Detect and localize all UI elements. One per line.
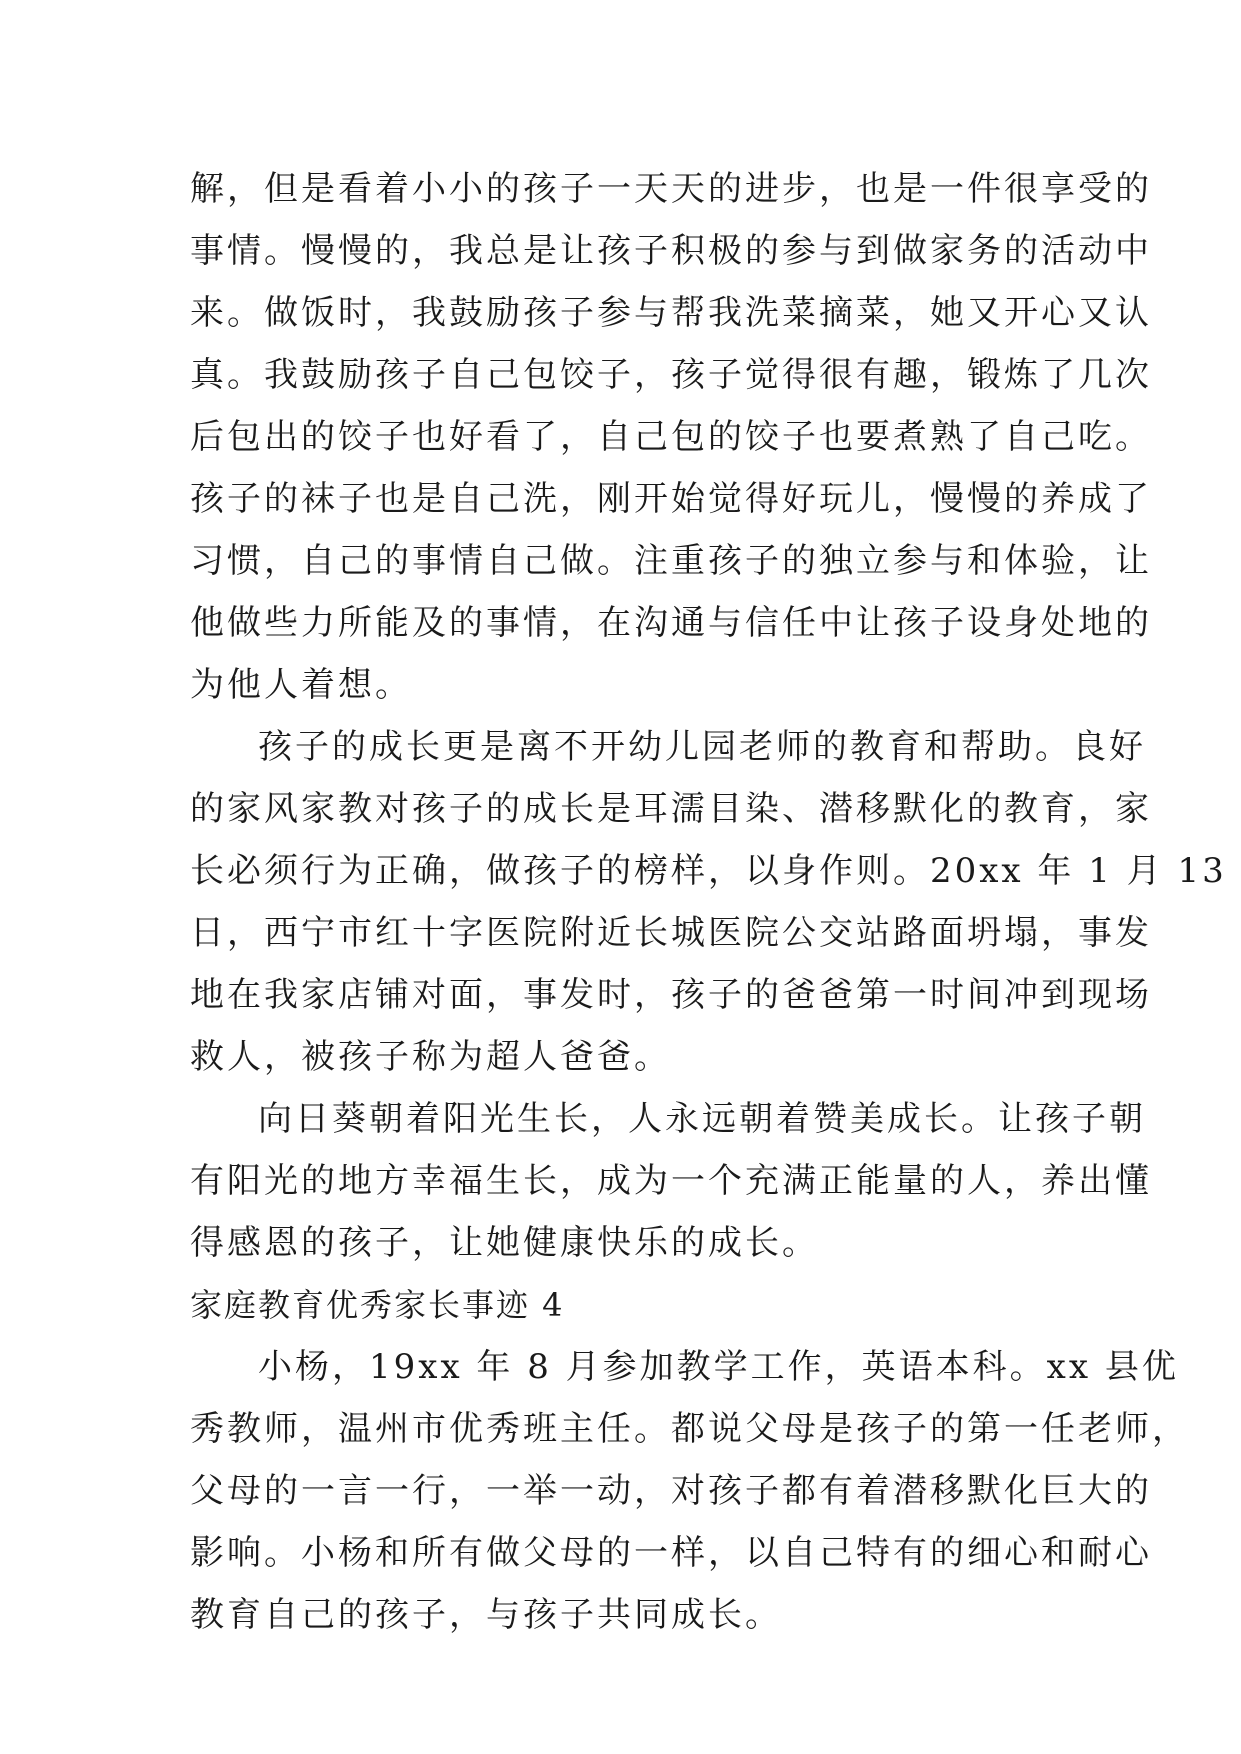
paragraph-line: 事情。慢慢的，我总是让孩子积极的参与到做家务的活动中 (190, 231, 1152, 271)
paragraph-line: 小杨，19xx 年 8 月参加教学工作，英语本科。xx 县优 (258, 1347, 1179, 1387)
paragraph-line: 地在我家店铺对面，事发时，孩子的爸爸第一时间冲到现场 (190, 975, 1152, 1015)
paragraph-line: 习惯，自己的事情自己做。注重孩子的独立参与和体验，让 (190, 541, 1152, 581)
paragraph-line: 的家风家教对孩子的成长是耳濡目染、潜移默化的教育，家 (190, 789, 1152, 829)
paragraph-line: 解，但是看着小小的孩子一天天的进步，也是一件很享受的 (190, 169, 1152, 209)
paragraph-line: 他做些力所能及的事情，在沟通与信任中让孩子设身处地的 (190, 603, 1152, 643)
paragraph-line: 秀教师，温州市优秀班主任。都说父母是孩子的第一任老师， (190, 1409, 1189, 1449)
paragraph-line: 来。做饭时，我鼓励孩子参与帮我洗菜摘菜，她又开心又认 (190, 293, 1152, 333)
paragraph-line: 向日葵朝着阳光生长，人永远朝着赞美成长。让孩子朝 (258, 1099, 1146, 1139)
paragraph-line: 真。我鼓励孩子自己包饺子，孩子觉得很有趣，锻炼了几次 (190, 355, 1152, 395)
paragraph-line: 救人，被孩子称为超人爸爸。 (190, 1037, 671, 1077)
section-heading: 家庭教育优秀家长事迹 4 (190, 1286, 565, 1324)
paragraph-line: 父母的一言一行，一举一动，对孩子都有着潜移默化巨大的 (190, 1471, 1152, 1511)
paragraph-line: 后包出的饺子也好看了，自己包的饺子也要煮熟了自己吃。 (190, 417, 1152, 457)
paragraph-line: 长必须行为正确，做孩子的榜样，以身作则。20xx 年 1 月 13 (190, 851, 1227, 891)
paragraph-line: 教育自己的孩子，与孩子共同成长。 (190, 1595, 782, 1635)
paragraph-line: 孩子的袜子也是自己洗，刚开始觉得好玩儿，慢慢的养成了 (190, 479, 1152, 519)
paragraph-line: 日，西宁市红十字医院附近长城医院公交站路面坍塌，事发 (190, 913, 1152, 953)
paragraph-line: 孩子的成长更是离不开幼儿园老师的教育和帮助。良好 (258, 727, 1146, 767)
paragraph-line: 影响。小杨和所有做父母的一样，以自己特有的细心和耐心 (190, 1533, 1152, 1573)
paragraph-line: 得感恩的孩子，让她健康快乐的成长。 (190, 1223, 819, 1263)
document-body (190, 158, 1227, 1646)
paragraph-line: 有阳光的地方幸福生长，成为一个充满正能量的人，养出懂 (190, 1161, 1152, 1201)
paragraph-line: 为他人着想。 (190, 665, 412, 705)
